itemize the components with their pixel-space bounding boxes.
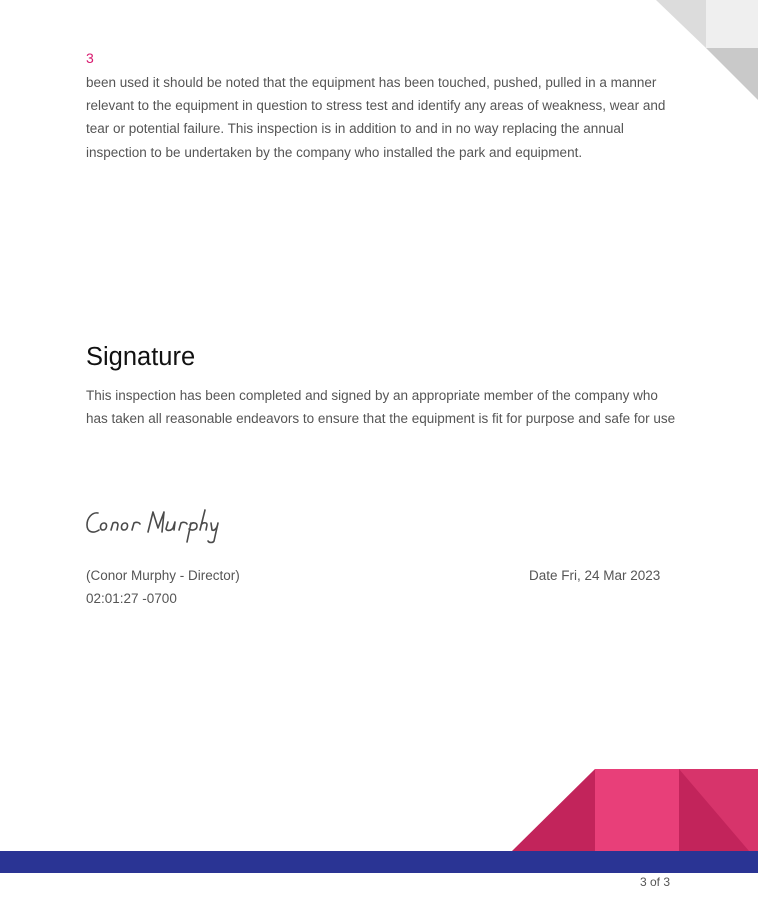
page-counter: 3 of 3 — [640, 875, 671, 889]
corner-decoration-bottom — [512, 769, 758, 851]
section-number: 3 — [86, 50, 94, 66]
signer-name-title: (Conor Murphy - Director) — [86, 568, 240, 583]
handwritten-signature — [84, 502, 234, 552]
signature-statement: This inspection has been completed and signed by an appropriate member of the company who has taken all reasonable endeavors to ensure that the equipment is fit for purpose and safe for use — [86, 388, 676, 427]
footer-bar — [0, 851, 758, 873]
corner-decoration-top — [656, 0, 758, 100]
continued-paragraph: been used it should be noted that the equipment has been touched, pushed, pulled in a manner relevant to the equipment in question to stress test and identify any areas of weakness, wear and tear or potential failure. This inspection is in addition to and in no way replacing the annual inspection to be undertaken by the company who installed the park and equipment. — [86, 75, 666, 160]
signature-heading: Signature — [86, 343, 196, 371]
signature-date: Date Fri, 24 Mar 2023 — [529, 568, 661, 583]
signature-time: 02:01:27 -0700 — [86, 591, 177, 606]
